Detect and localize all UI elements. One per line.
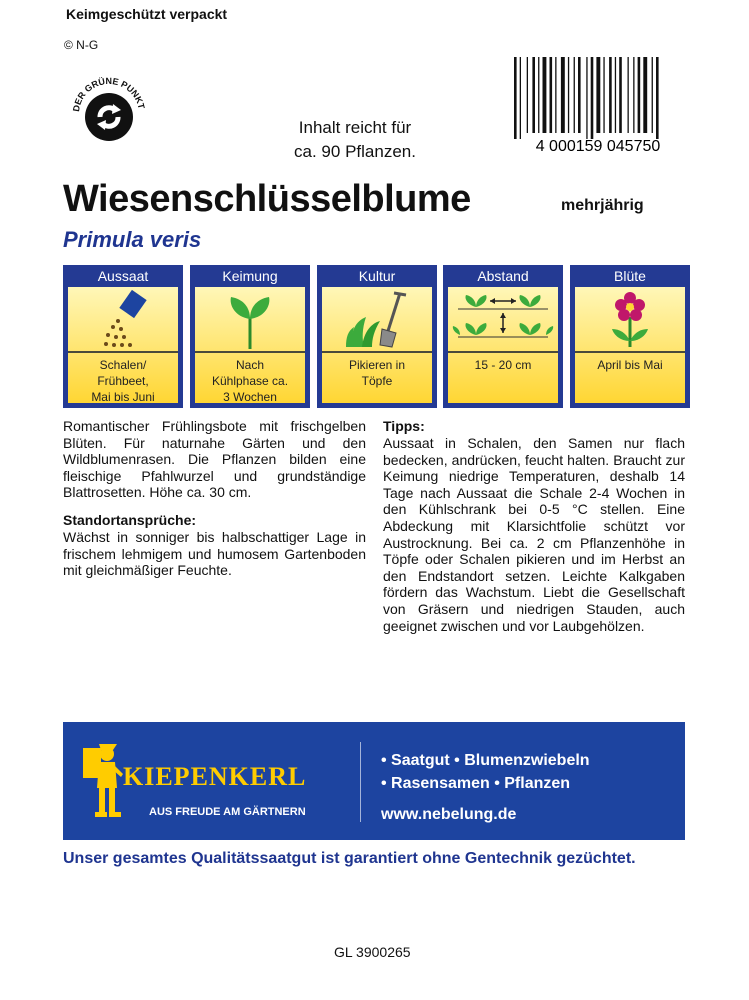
barcode	[508, 55, 688, 155]
standort-text: Wächst in sonniger bis halbschattiger Lage in frischem lehmigem und humosem Gartenboden mit gleichmäßiger Feuchte.	[63, 529, 366, 579]
spacing-icon	[448, 287, 558, 353]
card-label: Blüte	[614, 268, 646, 284]
banner-line-2: • Rasensamen • Pflanzen	[381, 775, 571, 792]
card-text-line: 15 - 20 cm	[474, 358, 532, 372]
banner-divider	[360, 742, 361, 822]
card-text-line: Frühbeet,	[97, 374, 149, 388]
card-text-line: 3 Wochen	[223, 390, 277, 404]
gruene-punkt-text: DER GRÜNE PUNKT	[71, 75, 147, 113]
kiepenkerl-figure-icon	[81, 740, 125, 820]
banner-url: www.nebelung.de	[381, 806, 517, 823]
guarantee-text: Unser gesamtes Qualitätssaatgut ist garantiert ohne Gentechnik gezüchtet.	[63, 850, 636, 867]
top-label: Keimgeschützt verpackt	[66, 6, 228, 22]
card-text-line: Pikieren in	[348, 358, 406, 372]
gruene-punkt-logo	[64, 62, 154, 152]
plant-title: Wiesenschlüsselblume	[63, 178, 471, 220]
spade-plant-icon	[322, 287, 432, 353]
brand-name: KIEPENKERL	[123, 762, 307, 791]
seed-packet-icon	[68, 287, 178, 353]
gl-code: GL 3900265	[334, 944, 411, 960]
content-amount-line2: ca. 90 Pflanzen.	[294, 142, 416, 161]
card-label: Abstand	[477, 268, 529, 284]
card-text-line: Nach	[235, 358, 264, 372]
card-text-line: April bis Mai	[597, 358, 663, 372]
latin-name: Primula veris	[63, 227, 202, 252]
copyright-note: © N-G	[64, 38, 99, 52]
tipps-text: Aussaat in Schalen, den Samen nur flach bedecken, andrücken, feucht halten. Braucht zur Keimung niedrige Temperaturen, deshalb 14 Tage nach Aussaat die Schale 2-4 Wochen in den Kühlschrank bei 0-5 °C stellen. Eine Abdeckung mit Klarsichtfolie schützt vor Austrocknung. Bei ca. 2 cm Pflanzenhöhe in Töpfe oder Schalen pikieren und im Herbst an den Endstandort setzen. Leichte Kalkgaben fördern das Wachstum. Liebt die Gesellschaft von Gräsern und niedrigen Stauden, auch geeignet zwischen und vor Laubgehölzen.	[383, 435, 685, 634]
seedling-icon	[195, 287, 305, 353]
card-label: Aussaat	[97, 268, 149, 284]
standort-header: Standortansprüche:	[63, 512, 197, 528]
card-label: Kultur	[358, 268, 396, 284]
card-text-line: Töpfe	[361, 374, 393, 388]
brand-slogan: AUS FREUDE AM GÄRTNERN	[149, 806, 306, 818]
content-amount-line1: Inhalt reicht für	[298, 118, 412, 137]
tipps-header: Tipps:	[383, 418, 425, 434]
card-kultur	[317, 265, 437, 408]
description-text: Romantischer Frühlingsbote mit frischgelben Blüten. Für naturnahe Gärten und den Wildblumenrasen. Die Pflanzen bilden eine fleischige Pfahlwurzel und grundständige Blattrosetten. Höhe ca. 30 cm.	[63, 418, 366, 501]
duration-tag: mehrjährig	[561, 197, 644, 214]
card-text-line: Mai bis Juni	[91, 390, 155, 404]
barcode-number: 4 000159 045750	[535, 138, 661, 155]
banner-line-1: • Saatgut • Blumenzwiebeln	[381, 752, 590, 769]
card-text-line: Kühlphase ca.	[211, 374, 289, 388]
content-amount	[230, 116, 480, 164]
card-label: Keimung	[222, 268, 278, 284]
card-aussaat	[63, 265, 183, 408]
card-abstand	[443, 265, 563, 408]
card-keimung	[190, 265, 310, 408]
brand-banner	[63, 722, 685, 840]
card-bluete	[570, 265, 690, 408]
barcode-bars	[514, 57, 659, 139]
card-text-line: Schalen/	[99, 358, 147, 372]
flower-icon	[575, 287, 685, 353]
